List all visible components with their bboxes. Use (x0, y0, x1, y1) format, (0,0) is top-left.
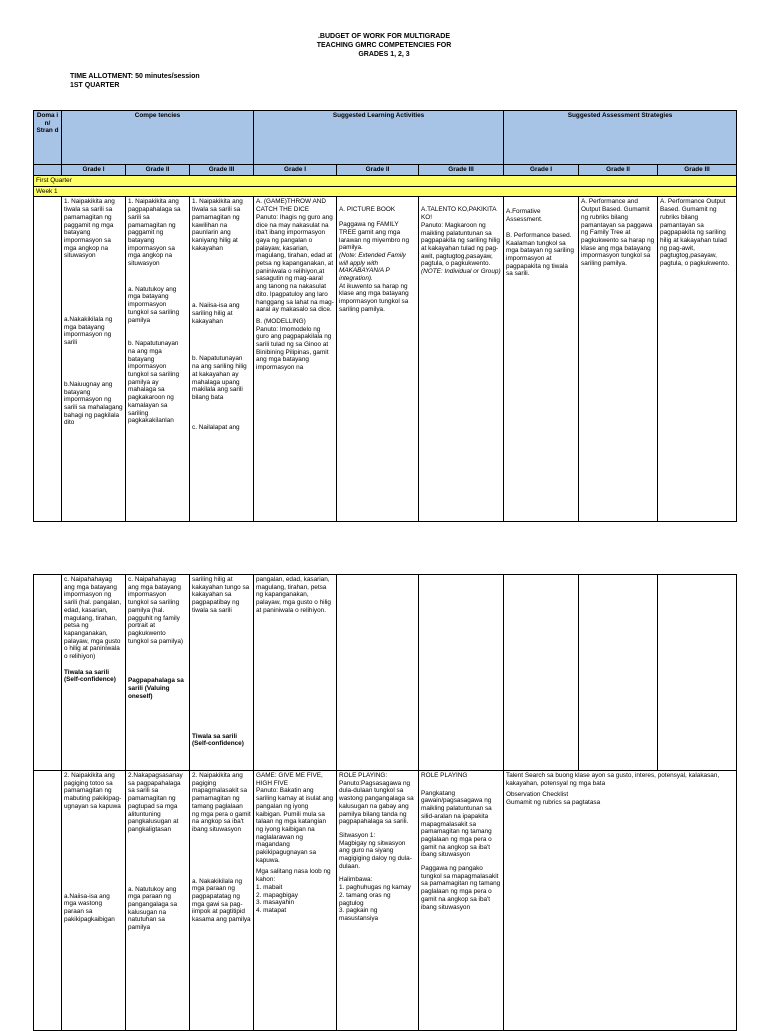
first-quarter-row: First Quarter (34, 176, 737, 187)
assessment-g3-cell: A. Performance Output Based. Gumamit ng rubriks bilang pamantayan sa pagpapakita ng sariling hilig at kakayahan tulad ng pag-awit, pagtugtog,pasayaw, pagtula, o pagkukwento. (658, 197, 737, 522)
domain-cell (34, 197, 62, 522)
activity-g2-cell: A. PICTURE BOOK Paggawa ng FAMILY TREE gamit ang mga larawan ng miyembro ng pamilya. (Note: Extended Family will apply with MAKABAYAN/A P integration). At ikuwento sa harap ng klase ang mga batayang impormasyon tungkol sa sariling pamilya. (337, 197, 419, 522)
time-allotment: TIME ALLOTMENT: 50 minutes/session (70, 73, 200, 80)
grade-header: Grade III (658, 165, 737, 176)
activity-g3-cell (419, 575, 504, 771)
competency-g3-cell: 1. Naipakikita ang tiwala sa sarili sa pamamagitan ng kawilihan na paunlarin ang kaniyang hilig at kakayahan a. Naiisa-isa ang sariling hilig at kakayahan b. Napatutunayan na ang sariling hilig at kakayahan ay mahalaga upang makilala ang sarili bilang bata c. Nailalapat ang (190, 197, 254, 522)
competencies-header: Compe tencies (62, 111, 254, 165)
competency-g1-cell: 1. Naipakikita ang tiwala sa sarili sa pamamagitan ng paggamit ng mga batayang impormasyon sa mga angkop na situwasyon a.Nakakikilala ng mga batayang impormasyon ng sarili b.Naiuugnay ang batayang impormasyon ng sarili sa mahalagang bahagi ng pagkilala dito (62, 197, 126, 522)
assessment-g2-cell (579, 575, 658, 771)
grade-header: Grade II (126, 165, 190, 176)
domain-cell (34, 575, 62, 771)
domain-header: Doma i n/ Stran d (34, 111, 62, 165)
competency-g3-cell: 2. Naipakikita ang pagiging mapagmalasakit sa pamamagitan ng tamang paglalaan ng mga pera o gamit na angkop sa iba't ibang situwasyon a. Nakakikilala ng mga paraan ng pagpapatatag ng mga gawi sa pag-iimpok at pagtitipid kasama ang pamilya (190, 771, 254, 1031)
grade-header: Grade II (337, 165, 419, 176)
grade-header: Grade III (190, 165, 254, 176)
assessment-g1-cell: A.Formative Assessment. B. Performance based. Kaalaman tungkol sa mga batayan ng sariling impormasyon at pagpapakita ng tiwala sa sarili. (504, 197, 579, 522)
grade-header: Grade III (419, 165, 504, 176)
budget-table-page2 (33, 574, 737, 1031)
competency-g3-cell: sariling hilig at kakayahan tungo sa kakayahan sa pagpapatibay ng tiwala sa sarili Tiwala sa sarili (Self-confidence) (190, 575, 254, 771)
assessment-g1-cell (504, 575, 579, 771)
assessment-g3-cell (658, 575, 737, 771)
activity-g1-cell: A. (GAME)THROW AND CATCH THE DICE Panuto: Ihagis ng guro ang dice na may nakasulat na iba't ibang impormasyon gaya ng pangalan o palayaw, kasarian, magulang, tirahan, edad at petsa ng kapanganakan, at paniniwala o relihiyon,at sasagutin ng mag-aaral ang tanong na nakasulat dito. Ipagpatuloy ang laro hanggang sa lahat na mag-aaral ay makasalo sa dice. B. (MODELLING) Panuto: Imomodelo ng guro ang pagpapakilala ng sarili tulad ng sa Ginoo at Binibining Pilipinas, gamit ang mga batayang impormasyon na (254, 197, 337, 522)
quarter-label: 1ST QUARTER (70, 82, 120, 89)
competency-g1-cell: c. Naipahahayag ang mga batayang impormasyon ng sarili (hal. pangalan, edad, kasarian, magulang, tirahan, petsa ng kapanganakan, palayaw, mga gusto o hilig at paniniwala o relihiyon) Tiwala sa sarili (Self-confidence) (62, 575, 126, 771)
grade-header: Grade II (579, 165, 658, 176)
competency-g2-cell: 1. Naipakikita ang pagpapahalaga sa sarili sa pamamagitan ng paggamit ng batayang impormasyon sa mga angkop na situwasyon a. Natutukoy ang mga batayang impormasyon tungkol sa sariling pamilya b. Napatutunayan na ang mga batayang impormasyon tungkol sa sariling pamilya ay mahalaga sa pagkakaroon ng kamalayan sa sariling pagkakakilanlan (126, 197, 190, 522)
assessment-header: Suggested Assessment Strategies (504, 111, 737, 165)
domain-cell (34, 771, 62, 1031)
competency-g2-cell: 2.Nakapagsasanay sa pagpapahalaga sa sarili sa pamamagitan ng pagtupad sa mga alituntuning pangkalusugan at pangkaligtasan a. Natutukoy ang mga paraan ng pangangalaga sa kalusugan na natutuhan sa pamilya (126, 771, 190, 1031)
doc-title-line2: TEACHING GMRC COMPETENCIES FOR (316, 42, 452, 49)
week-row: Week 1 (34, 186, 737, 197)
doc-title-line3: GRADES 1, 2, 3 (358, 51, 410, 58)
grade-header: Grade I (504, 165, 579, 176)
activity-g1-cell: pangalan, edad, kasarian, magulang, tirahan, petsa ng kapanganakan, palayaw, mga gusto o hilig at paniniwala o relihiyon. (254, 575, 337, 771)
grade-header: Grade I (62, 165, 126, 176)
activity-g2-cell: ROLE PLAYING: Panuto:Pagsasagawa ng dula-dulaan tungkol sa wastong pangangalaga sa kalusugan na gabay ang pamilya bilang tanda ng pagpapahalaga sa sarili. Sitwasyon 1: Magbigay ng sitwasyon ang guro na siyang magigiging daloy ng dula-dulaan. Halimbawa: 1. paghuhugas ng kamay 2. tamang oras ng pagtulog 3. pagkain ng masustansiya (337, 771, 419, 1031)
activities-header: Suggested Learning Activities (254, 111, 504, 165)
budget-table-page1 (33, 110, 737, 522)
competency-g1-cell: 2. Naipakikita ang pagiging totoo sa pamamagitan ng mabuting pakikipag-ugnayan sa kapuwa a.Naiisa-isa ang mga wastong paraan sa pakikipagkaibigan (62, 771, 126, 1031)
activity-g3-cell: A.TALENTO KO,PAKIKITA KO! Panuto: Magkaroon ng maikling palatuntunan sa pagpapakita ng sariling hilig at kakayahan tulad ng pag-awit, pagtugtog,pasayaw, pagtula, o pagkukwento. (NOTE: Individual or Group) (419, 197, 504, 522)
grade-header: Grade I (254, 165, 337, 176)
activity-g2-cell (337, 575, 419, 771)
assessment-g2-cell: A. Performance and Output Based. Gumamit ng rubriks bilang pamantayan sa paggawa ng Family Tree at pagkukwento sa harap ng klase ang mga batayang impormasyon tungkol sa sariling pamilya. (579, 197, 658, 522)
doc-title-line1: .BUDGET OF WORK FOR MULTIGRADE (317, 33, 451, 40)
assessment-combined-cell: Talent Search sa buong klase ayon sa gusto, interes, potensyal, kalakasan, kakayahan, potensyal ng mga bata Observation Checklist Gumamit ng rubrics sa pagtatasa (504, 771, 737, 1031)
activity-g1-cell: GAME: GIVE ME FIVE, HIGH FIVE Panuto: Bakatin ang sariling kamay at isulat ang pangalan ng iyong kaibigan. Pumili mula sa talaan ng mga katangian ng iyong kaibigan na naglalarawan ng magandang pakikipagugnayan sa kapuwa. Mga salitang nasa loob ng kahon: 1. mabait 2. mapagbigay 3. masayahin 4. matapat (254, 771, 337, 1031)
competency-g2-cell: c. Naipahahayag ang mga batayang impormasyon tungkol sa sariling pamilya (hal. pagguhit ng family portrait at pagkukwento tungkol sa pamilya) Pagpapahalaga sa sarili (Valuing oneself) (126, 575, 190, 771)
activity-g3-cell: ROLE PLAYING Pangkatang gawain/pagsasagawa ng maikling palatuntunan sa silid-aralan na ipapakita mapagmalasakit sa pamamagitan ng tamang paglalaan ng mga pera o gamit na angkop sa iba't ibang situwasyon Paggawa ng pangako tungkol sa mapagmalasakit sa pamamagitan ng tamang paglalaan ng mga pera o gamit na angkop sa iba't ibang situwasyon (419, 771, 504, 1031)
